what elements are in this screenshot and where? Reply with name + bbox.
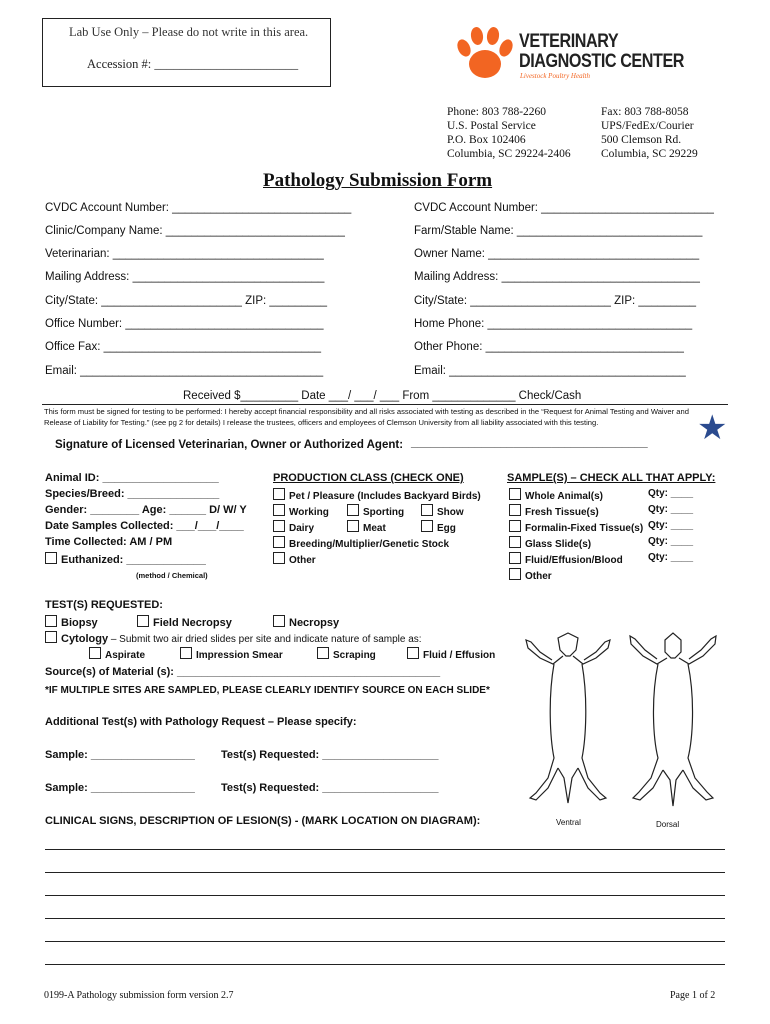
impression-row bbox=[180, 647, 283, 661]
clinical-line[interactable] bbox=[45, 964, 725, 965]
office-fax-field[interactable]: Office Fax: __________________________________ bbox=[45, 341, 322, 353]
footer-version: 0199-A Pathology submission form version 2.7 bbox=[44, 990, 234, 1001]
sample-label: Whole Animal(s) bbox=[525, 491, 603, 502]
scraping-checkbox[interactable] bbox=[317, 647, 329, 659]
cytology-label: Cytology bbox=[61, 633, 109, 645]
working-label: Working bbox=[289, 507, 329, 518]
meat-label: Meat bbox=[363, 523, 386, 534]
paw-logo-icon bbox=[455, 26, 515, 84]
accession-field[interactable]: Accession #: _______________________ bbox=[87, 57, 299, 71]
veterinarian-field[interactable]: Veterinarian: _________________________________ bbox=[45, 248, 324, 260]
gender-age-field[interactable]: Gender: ________ Age: ______ D/ W/ Y bbox=[45, 504, 247, 516]
logo-tagline: Livestock Poultry Health bbox=[520, 72, 590, 80]
scraping-row bbox=[317, 647, 376, 661]
animal-diagram[interactable] bbox=[518, 628, 728, 813]
owner-cvdc-account-field[interactable]: CVDC Account Number: ___________________________ bbox=[414, 202, 714, 214]
pobox-text: P.O. Box 102406 bbox=[447, 134, 526, 146]
sample-row bbox=[509, 520, 643, 534]
owner-name-field[interactable]: Owner Name: _________________________________ bbox=[414, 248, 700, 260]
sample1-field[interactable]: Sample: _________________ bbox=[45, 749, 195, 761]
egg-checkbox[interactable] bbox=[421, 520, 433, 532]
clinic-name-field[interactable]: Clinic/Company Name: ____________________________ bbox=[45, 225, 345, 237]
necropsy-row bbox=[273, 615, 339, 629]
fluid-label: Fluid / Effusion bbox=[423, 650, 496, 661]
dairy-checkbox[interactable] bbox=[273, 520, 285, 532]
city2-text: Columbia, SC 29229 bbox=[601, 148, 698, 160]
logo-line1: VETERINARY bbox=[519, 31, 619, 52]
phone-text: Phone: 803 788-2260 bbox=[447, 106, 547, 118]
cytology-checkbox[interactable] bbox=[45, 631, 57, 643]
sample-checkbox[interactable] bbox=[509, 520, 521, 532]
biopsy-label: Biopsy bbox=[61, 617, 98, 629]
qty-field[interactable]: Qty: ____ bbox=[648, 536, 694, 547]
additional-tests-label: Additional Test(s) with Pathology Request – Please specify: bbox=[45, 716, 357, 728]
owner-mailing-address-field[interactable]: Mailing Address: _______________________________ bbox=[414, 271, 700, 283]
show-checkbox[interactable] bbox=[421, 504, 433, 516]
owner-email-field[interactable]: Email: _____________________________________ bbox=[414, 365, 686, 377]
fluid-row bbox=[407, 647, 495, 661]
qty-field[interactable]: Qty: ____ bbox=[648, 520, 694, 531]
euthanized-label: Euthanized: _____________ bbox=[61, 554, 206, 566]
breeding-row bbox=[273, 536, 449, 550]
sample-label: Fluid/Effusion/Blood bbox=[525, 555, 623, 566]
clinical-line[interactable] bbox=[45, 941, 725, 942]
working-row bbox=[273, 504, 329, 518]
impression-label: Impression Smear bbox=[196, 650, 283, 661]
dairy-label: Dairy bbox=[289, 523, 315, 534]
sample-checkbox[interactable] bbox=[509, 488, 521, 500]
time-collected-field[interactable]: Time Collected: AM / PM bbox=[45, 536, 173, 548]
sample-label: Fresh Tissue(s) bbox=[525, 507, 599, 518]
courier-text: UPS/FedEx/Courier bbox=[601, 120, 694, 132]
qty-field[interactable]: Qty: ____ bbox=[648, 504, 694, 515]
office-number-field[interactable]: Office Number: _______________________________ bbox=[45, 318, 324, 330]
contact-col1 bbox=[447, 105, 571, 161]
street-text: 500 Clemson Rd. bbox=[601, 134, 682, 146]
species-breed-field[interactable]: Species/Breed: _______________ bbox=[45, 488, 220, 500]
qty-field[interactable]: Qty: ____ bbox=[648, 488, 694, 499]
ventral-label: Ventral bbox=[556, 818, 581, 827]
samples-heading: SAMPLE(S) – CHECK ALL THAT APPLY: bbox=[507, 472, 716, 484]
clinical-line[interactable] bbox=[45, 872, 725, 873]
postal-text: U.S. Postal Service bbox=[447, 120, 536, 132]
sample-other-row bbox=[509, 568, 552, 582]
ventral-animal-icon bbox=[526, 633, 610, 803]
aspirate-label: Aspirate bbox=[105, 650, 146, 661]
clinical-line[interactable] bbox=[45, 849, 725, 850]
sample-label: Formalin-Fixed Tissue(s) bbox=[525, 523, 644, 534]
sporting-label: Sporting bbox=[363, 507, 405, 518]
sample-row bbox=[509, 552, 623, 566]
city1-text: Columbia, SC 29224-2406 bbox=[447, 148, 571, 160]
form-title: Pathology Submission Form bbox=[263, 170, 493, 191]
signature-label: Signature of Licensed Veterinarian, Owner or Authorized Agent: bbox=[55, 439, 404, 451]
logo-line2: DIAGNOSTIC CENTER bbox=[519, 51, 685, 72]
production-heading: PRODUCTION CLASS (CHECK ONE) bbox=[273, 472, 464, 484]
farm-name-field[interactable]: Farm/Stable Name: _____________________________ bbox=[414, 225, 703, 237]
sample-row bbox=[509, 488, 603, 502]
aspirate-checkbox[interactable] bbox=[89, 647, 101, 659]
clinical-line[interactable] bbox=[45, 918, 725, 919]
sporting-row bbox=[347, 504, 404, 518]
received-line: Received $_________ Date ___/ ___/ ___ From _____________ Check/Cash bbox=[183, 390, 582, 402]
field-necropsy-row bbox=[137, 615, 232, 629]
sporting-checkbox[interactable] bbox=[347, 504, 359, 516]
scraping-label: Scraping bbox=[333, 650, 376, 661]
pet-checkbox[interactable] bbox=[273, 488, 285, 500]
sample-other-label: Other bbox=[525, 571, 552, 582]
source-field[interactable]: Source(s) of Material (s): ___________________________________________ bbox=[45, 666, 441, 678]
method-note: (method / Chemical) bbox=[136, 571, 208, 580]
show-label: Show bbox=[437, 507, 464, 518]
footer-page: Page 1 of 2 bbox=[670, 990, 716, 1001]
date-collected-field[interactable]: Date Samples Collected: ___/___/____ bbox=[45, 520, 244, 532]
fax-text: Fax: 803 788-8058 bbox=[601, 106, 689, 118]
euthanized-row bbox=[45, 552, 206, 566]
aspirate-row bbox=[89, 647, 145, 661]
breeding-label: Breeding/Multiplier/Genetic Stock bbox=[289, 539, 450, 550]
production-other-label: Other bbox=[289, 555, 316, 566]
cytology-note: – Submit two air dried slides per site and indicate nature of sample as: bbox=[108, 634, 422, 645]
other-phone-field[interactable]: Other Phone: _______________________________ bbox=[414, 341, 684, 353]
tests2-field[interactable]: Test(s) Requested: ___________________ bbox=[221, 782, 439, 794]
cytology-row bbox=[45, 631, 422, 645]
meat-checkbox[interactable] bbox=[347, 520, 359, 532]
tests1-field[interactable]: Test(s) Requested: ___________________ bbox=[221, 749, 439, 761]
vet-cvdc-account-field[interactable]: CVDC Account Number: ____________________________ bbox=[45, 202, 352, 214]
home-phone-field[interactable]: Home Phone: ________________________________ bbox=[414, 318, 693, 330]
field-necropsy-checkbox[interactable] bbox=[137, 615, 149, 627]
field-necropsy-label: Field Necropsy bbox=[153, 617, 232, 629]
egg-label: Egg bbox=[437, 523, 456, 534]
signature-field[interactable]: _____________________________________ bbox=[411, 437, 648, 449]
sample-checkbox[interactable] bbox=[509, 536, 521, 548]
pet-label: Pet / Pleasure (Includes Backyard Birds) bbox=[289, 491, 481, 502]
animal-id-field[interactable]: Animal ID: ___________________ bbox=[45, 472, 219, 484]
production-other-row bbox=[273, 552, 316, 566]
biopsy-checkbox[interactable] bbox=[45, 615, 57, 627]
qty-field[interactable]: Qty: ____ bbox=[648, 552, 694, 563]
owner-city-state-zip-field[interactable]: City/State: ______________________ ZIP: _________ bbox=[414, 295, 696, 307]
sample-other-checkbox[interactable] bbox=[509, 568, 521, 580]
sample-row bbox=[509, 536, 591, 550]
euthanized-checkbox[interactable] bbox=[45, 552, 57, 564]
meat-row bbox=[347, 520, 386, 534]
vet-city-state-zip-field[interactable]: City/State: ______________________ ZIP: _________ bbox=[45, 295, 327, 307]
necropsy-checkbox[interactable] bbox=[273, 615, 285, 627]
breeding-checkbox[interactable] bbox=[273, 536, 285, 548]
lab-use-box bbox=[42, 18, 331, 87]
contact-col2 bbox=[601, 105, 698, 161]
production-other-checkbox[interactable] bbox=[273, 552, 285, 564]
clinical-line[interactable] bbox=[45, 895, 725, 896]
dorsal-label: Dorsal bbox=[656, 820, 680, 829]
tests-heading: TEST(S) REQUESTED: bbox=[45, 599, 163, 611]
dorsal-animal-icon bbox=[630, 633, 716, 806]
working-checkbox[interactable] bbox=[273, 504, 285, 516]
divider bbox=[42, 404, 728, 405]
pet-row bbox=[273, 488, 481, 502]
clinical-signs-label: CLINICAL SIGNS, DESCRIPTION OF LESION(S) - (MARK LOCATION ON DIAGRAM): bbox=[45, 815, 481, 827]
lab-use-title: Lab Use Only – Please do not write in this area. bbox=[69, 25, 309, 39]
multi-site-note: *IF MULTIPLE SITES ARE SAMPLED, PLEASE CLEARLY IDENTIFY SOURCE ON EACH SLIDE* bbox=[45, 685, 490, 696]
sample-checkbox[interactable] bbox=[509, 504, 521, 516]
sample2-field[interactable]: Sample: _________________ bbox=[45, 782, 195, 794]
sample-row bbox=[509, 504, 599, 518]
impression-checkbox[interactable] bbox=[180, 647, 192, 659]
vet-mailing-address-field[interactable]: Mailing Address: ______________________________ bbox=[45, 271, 325, 283]
disclaimer-text: This form must be signed for testing to be performed: I hereby accept financial responsibility and all risks associated with testing as described in the “Request for Animal Testing and Waiver and Release of Liability for Testing.” (see pg 2 for details) I release the trustees, officers and employees of Clemson University from all liability associated with this testing. bbox=[44, 407, 689, 427]
sample-checkbox[interactable] bbox=[509, 552, 521, 564]
star-icon: ★ bbox=[697, 409, 728, 447]
vet-email-field[interactable]: Email: ______________________________________ bbox=[45, 365, 324, 377]
sample-label: Glass Slide(s) bbox=[525, 539, 592, 550]
biopsy-row bbox=[45, 615, 98, 629]
dairy-row bbox=[273, 520, 314, 534]
egg-row bbox=[421, 520, 456, 534]
fluid-checkbox[interactable] bbox=[407, 647, 419, 659]
necropsy-label: Necropsy bbox=[289, 617, 340, 629]
show-row bbox=[421, 504, 464, 518]
